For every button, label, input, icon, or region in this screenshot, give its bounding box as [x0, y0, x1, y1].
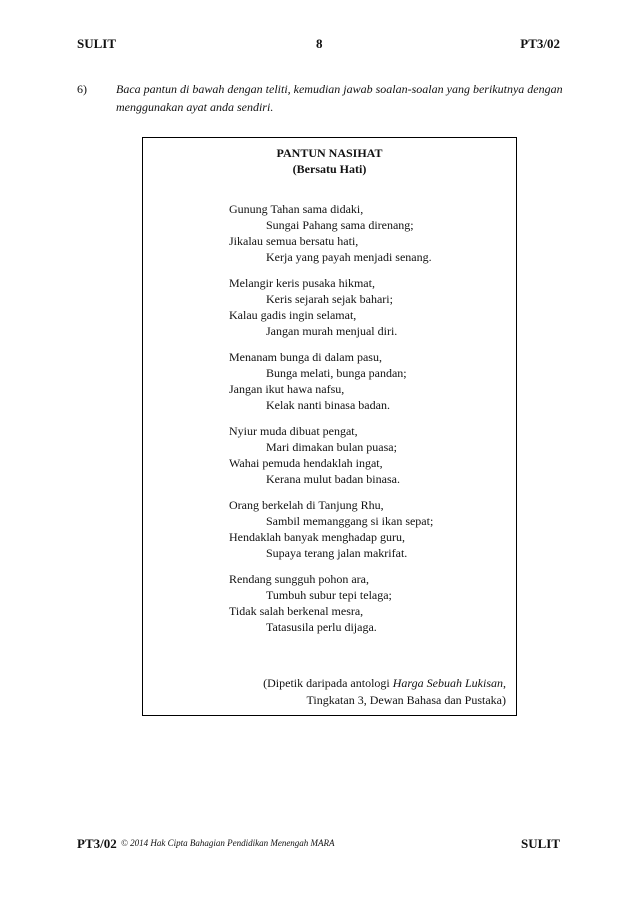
question-block: [77, 80, 567, 116]
poem-line: Bunga melati, bunga pandan;: [266, 366, 407, 380]
poem-stanza: [229, 275, 433, 339]
poem-line: Tumbuh subur tepi telaga;: [266, 588, 392, 602]
poem-body: [229, 201, 433, 645]
poem-stanza: [229, 423, 433, 487]
footer-paper-code: PT3/02: [77, 836, 117, 851]
poem-line: Nyiur muda dibuat pengat,: [229, 424, 358, 438]
poem-line: Gunung Tahan sama didaki,: [229, 202, 364, 216]
poem-line: Tatasusila perlu dijaga.: [266, 620, 377, 634]
poem-subtitle: (Bersatu Hati): [292, 162, 367, 176]
poem-line: Sambil memanggang si ikan sepat;: [266, 514, 434, 528]
source-line-1: [263, 675, 506, 692]
question-instruction: Baca pantun di bawah dengan teliti, kemudian jawab soalan-soalan yang berikutnya dengan menggunakan ayat anda sendiri.: [116, 82, 563, 114]
poem-line: Kerana mulut badan binasa.: [266, 472, 400, 486]
poem-stanza: [229, 571, 433, 635]
source-line-2: Tingkatan 3, Dewan Bahasa dan Pustaka): [306, 693, 506, 707]
poem-line: Hendaklah banyak menghadap guru,: [229, 530, 405, 544]
poem-stanza: [229, 349, 433, 413]
poem-line: Sungai Pahang sama direnang;: [266, 218, 414, 232]
poem-line: Jangan murah menjual diri.: [266, 324, 398, 338]
poem-line: Kalau gadis ingin selamat,: [229, 308, 357, 322]
poem-line: Melangir keris pusaka hikmat,: [229, 276, 375, 290]
page-header: [77, 36, 560, 56]
poem-line: Supaya terang jalan makrifat.: [266, 546, 408, 560]
source-suffix: ,: [503, 676, 506, 690]
source-prefix: (Dipetik daripada antologi: [263, 676, 393, 690]
poem-line: Rendang sungguh pohon ara,: [229, 572, 369, 586]
header-classification: SULIT: [77, 36, 117, 51]
poem-line: Keris sejarah sejak bahari;: [266, 292, 393, 306]
poem-stanza: [229, 201, 433, 265]
page-footer: [77, 836, 560, 856]
source-book-title: Harga Sebuah Lukisan: [392, 676, 503, 690]
page-number: 8: [316, 36, 323, 51]
header-paper-code: PT3/02: [520, 36, 560, 51]
poem-line: Mari dimakan bulan puasa;: [266, 440, 397, 454]
poem-heading: [143, 145, 516, 177]
poem-source: [263, 675, 506, 709]
poem-line: Jikalau semua bersatu hati,: [229, 234, 359, 248]
footer-classification: SULIT: [520, 836, 560, 851]
poem-title: PANTUN NASIHAT: [276, 146, 383, 160]
poem-line: Orang berkelah di Tanjung Rhu,: [229, 498, 384, 512]
footer-copyright: © 2014 Hak Cipta Bahagian Pendidikan Menengah MARA: [121, 838, 335, 848]
poem-line: Jangan ikut hawa nafsu,: [229, 382, 345, 396]
poem-line: Kelak nanti binasa badan.: [266, 398, 390, 412]
poem-line: Menanam bunga di dalam pasu,: [229, 350, 382, 364]
question-number: 6): [77, 82, 87, 96]
poem-line: Wahai pemuda hendaklah ingat,: [229, 456, 383, 470]
poem-line: Tidak salah berkenal mesra,: [229, 604, 364, 618]
poem-line: Kerja yang payah menjadi senang.: [266, 250, 432, 264]
poem-box: [142, 137, 517, 716]
poem-stanza: [229, 497, 433, 561]
